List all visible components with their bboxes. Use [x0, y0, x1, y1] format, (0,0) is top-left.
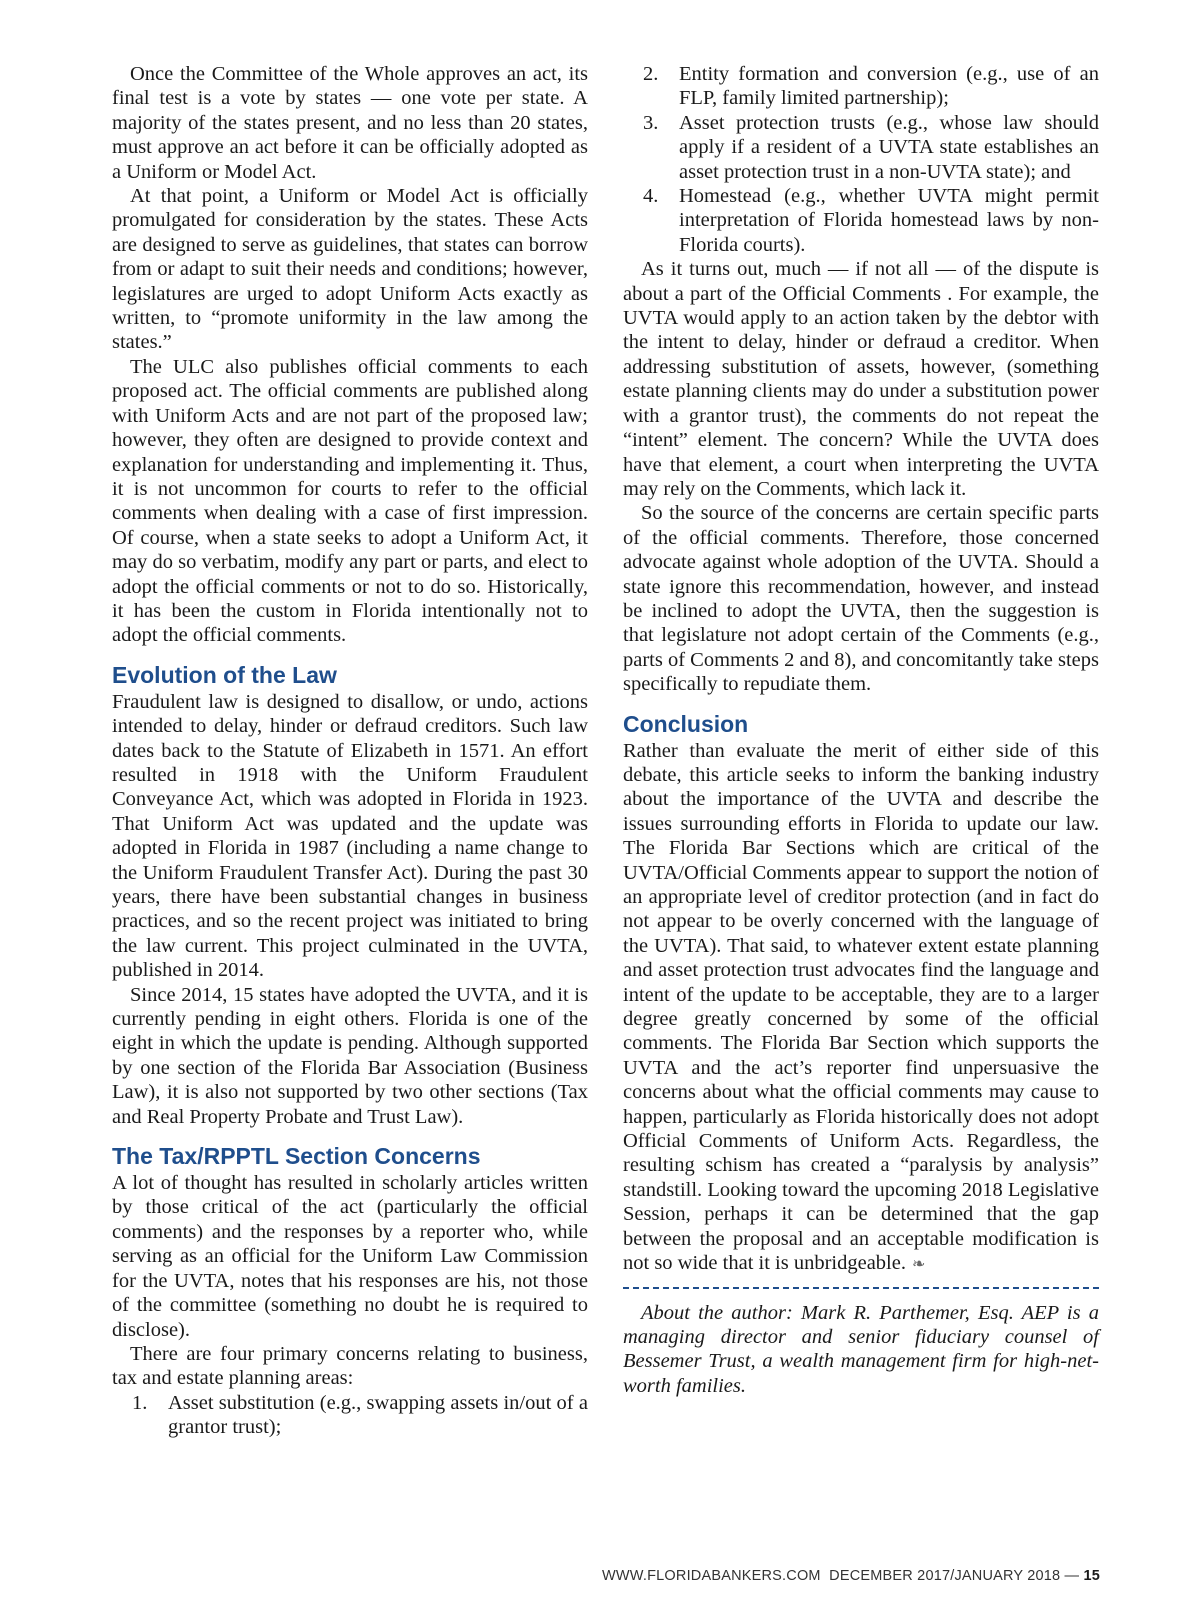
paragraph: There are four primary concerns relating to business, tax and estate planning areas: [112, 1342, 588, 1390]
list-item-text: Asset protection trusts (e.g., whose law should apply if a resident of a UVTA state establishes an asset protection trust in a non-UVTA state); and [679, 111, 1099, 183]
footer-issue: DECEMBER 2017/JANUARY 2018 — [829, 1568, 1080, 1584]
paragraph: Since 2014, 15 states have adopted the UVTA, and it is currently pending in eight others. Florida is one of the eight in which the update is pending. Although supported by one section of the Florida Bar Association (Business Law), it is also not supported by two other sections (Tax and Real Property Probate and Trust Law). [112, 983, 588, 1128]
page-number: 15 [1083, 1568, 1100, 1584]
conclusion-text: Rather than evaluate the merit of either side of this debate, this article seeks to inform the banking industry about the importance of the UVTA and describe the issues surrounding efforts in Florida to update our law. The Florida Bar Sections which are critical of the UVTA/Official Comments appear to support the notion of an appropriate level of creditor protection (and in fact do not appear to be overly concerned with the language of the UVTA). That said, to whatever extent estate planning and asset protection trust advocates find the language and intent of the update to be acceptable, they are to a larger degree greatly concerned by some of the official comments. The Florida Bar Section which supports the UVTA and the act’s reporter find unpersuasive the concerns about what the official comments may cause to happen, particularly as Florida historically does not adopt Official Comments of Uniform Acts. Regardless, the resulting schism has created a “paralysis by analysis” standstill. Looking toward the upcoming 2018 Legislative Session, perhaps it can be determined that the gap between the proposal and an acceptable modification is not so wide that it is unbridgeable. [623, 739, 1099, 1275]
list-item [623, 111, 1099, 184]
concerns-list-part1 [112, 1391, 588, 1440]
paragraph: So the source of the concerns are certain specific parts of the official comments. Therefore, those concerned advocate against whole adoption of the UVTA. Should a state ignore this recommendation, however, and instead be inclined to adopt the UVTA, then the suggestion is that legislature not adopt certain of the Comments (e.g., parts of Comments 2 and 8), and concomitantly take steps specifically to repudiate them. [623, 502, 1099, 696]
right-column [623, 62, 1099, 1398]
author-note: About the author: Mark R. Parthemer, Esq. AEP is a managing director and senior fiduciary counsel of Bessemer Trust, a wealth management firm for high-net-worth families. [623, 1301, 1099, 1397]
list-number: 1. [132, 1391, 148, 1414]
section-heading-concerns: The Tax/RPPTL Section Concerns [112, 1143, 481, 1170]
section-heading-conclusion: Conclusion [623, 710, 749, 737]
paragraph: As it turns out, much — if not all — of the dispute is about a part of the Official Comments . For example, the UVTA would apply to an action taken by the debtor with the intent to delay, hinder or defraud a creditor. When addressing substitution of assets, however, (something estate planning clients may do under a substitution power with a grantor trust), the comments do not repeat the “intent” element. The concern? While the UVTA does have that element, a court when interpreting the UVTA may rely on the Comments, which lack it. [623, 258, 1099, 500]
list-item-text: Asset substitution (e.g., swapping assets in/out of a grantor trust); [168, 1391, 588, 1439]
section-heading-evolution: Evolution of the Law [112, 661, 337, 688]
divider [623, 1287, 1099, 1289]
list-number: 2. [643, 63, 659, 85]
list-item [623, 184, 1099, 257]
left-column [112, 62, 588, 1440]
paragraph: The ULC also publishes official comments to each proposed act. The official comments are published along with Uniform Acts and are not part of the proposed law; however, they often are designed to provide context and explanation for understanding and implementing it. Thus, it is not uncommon for courts to refer to the official comments when dealing with a case of first impression. Of course, when a state seeks to adopt a Uniform Act, it may do so verbatim, modify any part or parts, and elect to adopt the official comments or not to do so. Historically, it has been the custom in Florida intentionally not to adopt the official comments. [112, 355, 588, 647]
paragraph: Fraudulent law is designed to disallow, or undo, actions intended to delay, hinder or defraud creditors. Such law dates back to the Statute of Elizabeth in 1571. An effort resulted in 1918 with the Uniform Fraudulent Conveyance Act, which was adopted in Florida in 1923. That Uniform Act was updated and the update was adopted in Florida in 1987 (including a name change to the Uniform Fraudulent Transfer Act). During the past 30 years, there have been substantial changes in business practices, and so the recent project was initiated to bring the law current. This project culminated in the UVTA, published in 2014. [112, 690, 588, 982]
page-footer [602, 1568, 1100, 1584]
paragraph: At that point, a Uniform or Model Act is officially promulgated for consideration by the states. These Acts are designed to serve as guidelines, that states can borrow from or adapt to suit their needs and conditions; however, legislatures are urged to adopt Uniform Acts exactly as written, to “promote uniformity in the law among the states.” [112, 185, 588, 354]
list-item [112, 1391, 588, 1440]
footer-website: WWW.FLORIDABANKERS.COM [602, 1568, 821, 1584]
paragraph: A lot of thought has resulted in scholarly articles written by those critical of the act (particularly the official comments) and the responses by a reporter who, while serving as an official for the Uniform Law Commission for the UVTA, notes that his responses are his, not those of the committee (something no doubt he is required to disclose). [112, 1172, 588, 1341]
list-item [623, 62, 1099, 111]
list-item-text: Entity formation and conversion (e.g., use of an FLP, family limited partnership); [679, 63, 1099, 110]
paragraph: Once the Committee of the Whole approves an act, its final test is a vote by states — one vote per state. A majority of the states present, and no less than 20 states, must approve an act before it can be officially adopted as a Uniform or Model Act. [112, 63, 588, 183]
list-item-text: Homestead (e.g., whether UVTA might permit interpretation of Florida homestead laws by non-Florida courts). [679, 185, 1099, 256]
list-number: 3. [643, 111, 659, 134]
concerns-list-part2 [623, 62, 1099, 257]
conclusion-paragraph [623, 739, 1099, 1277]
list-number: 4. [643, 185, 659, 208]
end-mark-icon: ❧ [911, 1254, 926, 1274]
